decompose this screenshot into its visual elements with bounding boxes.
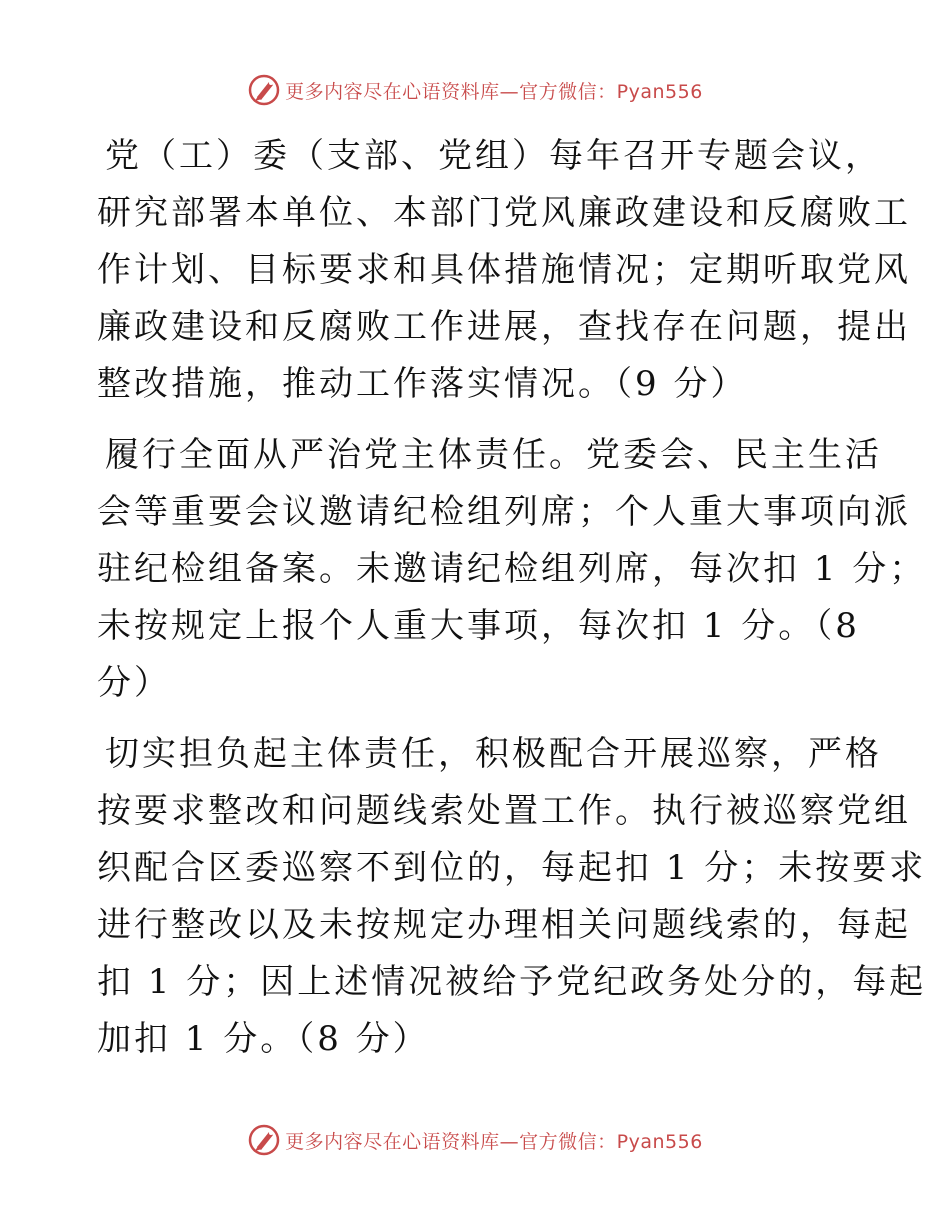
text-line: 分） <box>97 663 171 703</box>
text-line: 作计划、目标要求和具体措施情况；定期听取党风 <box>97 250 911 290</box>
text-line: 按要求整改和问题线索处置工作。执行被巡察党组 <box>97 791 911 831</box>
text-line: 扣 1 分；因上述情况被给予党纪政务处分的，每起 <box>97 962 927 1002</box>
text-line: 驻纪检组备案。未邀请纪检组列席，每次扣 1 分； <box>97 549 927 589</box>
text-line: 会等重要会议邀请纪检组列席；个人重大事项向派 <box>97 492 911 532</box>
text-line: 党（工）委（支部、党组）每年召开专题会议， <box>105 136 882 176</box>
footer-banner-text: 更多内容尽在心语资料库—官方微信：Pyan556 <box>285 1130 703 1153</box>
footer-banner-inner <box>247 1123 703 1157</box>
pen-nib-icon <box>247 73 281 107</box>
text-line: 履行全面从严治党主体责任。党委会、民主生活 <box>105 435 882 475</box>
text-line: 进行整改以及未按规定办理相关问题线索的，每起 <box>97 905 911 945</box>
footer-banner <box>0 1120 950 1160</box>
document-body <box>97 128 927 1082</box>
header-banner-text: 更多内容尽在心语资料库—官方微信：Pyan556 <box>285 80 703 103</box>
text-line: 切实担负起主体责任，积极配合开展巡察，严格 <box>105 734 882 774</box>
text-line: 织配合区委巡察不到位的，每起扣 1 分；未按要求 <box>97 848 927 888</box>
text-line: 未按规定上报个人重大事项，每次扣 1 分。（8 <box>97 606 860 646</box>
paragraph-3 <box>97 726 927 1068</box>
header-banner-inner <box>247 73 703 107</box>
paragraph-1 <box>97 128 911 413</box>
text-line: 加扣 1 分。（8 分） <box>97 1019 430 1059</box>
pen-nib-icon <box>247 1123 281 1157</box>
paragraph-2 <box>97 427 927 712</box>
text-line: 整改措施，推动工作落实情况。（9 分） <box>97 364 748 404</box>
text-line: 廉政建设和反腐败工作进展，查找存在问题，提出 <box>97 307 911 347</box>
header-banner <box>0 70 950 110</box>
text-line: 研究部署本单位、本部门党风廉政建设和反腐败工 <box>97 193 911 233</box>
